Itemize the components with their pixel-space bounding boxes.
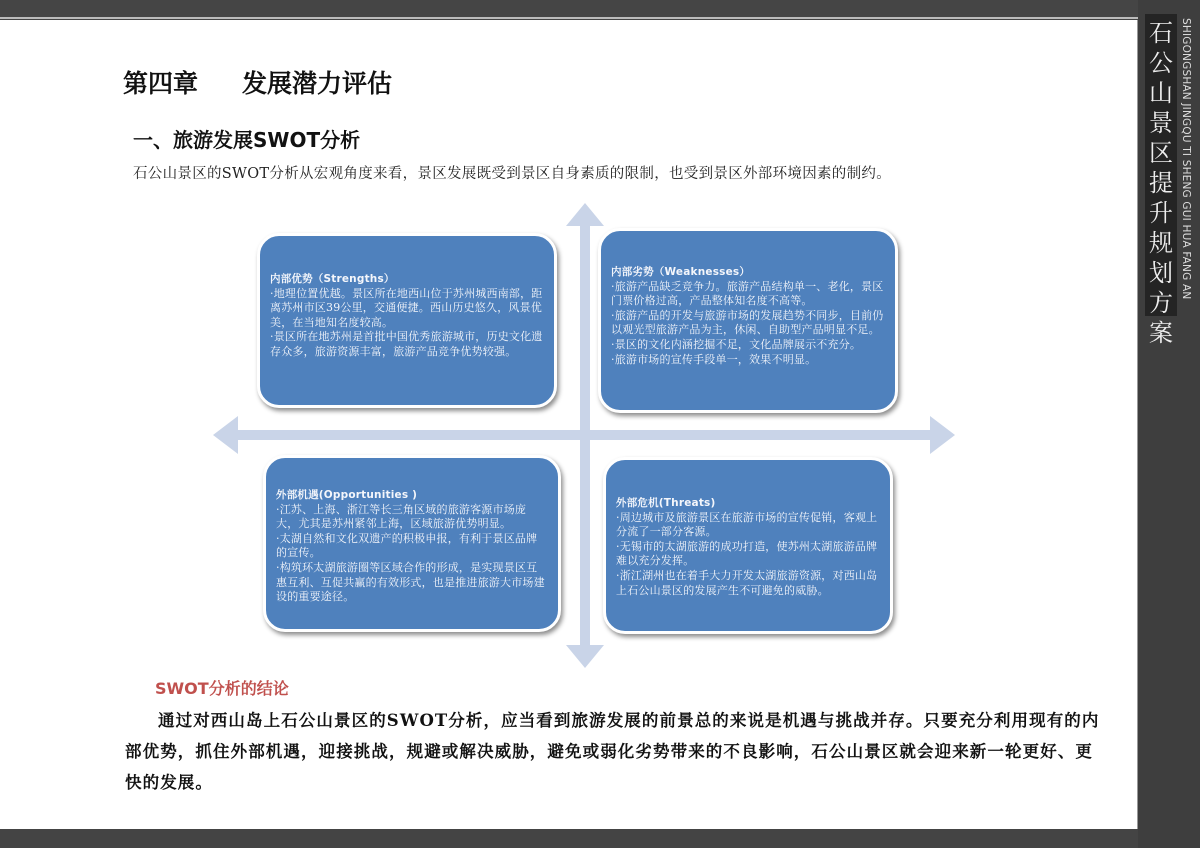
strengths-title: 内部优势（Strengths）	[270, 273, 395, 285]
chapter-title: 发展潜力评估	[242, 69, 393, 98]
threats-line: ·周边城市及旅游景区在旅游市场的宣传促销，客观上分流了一部分客源。	[616, 510, 878, 539]
opportunities-title: 外部机遇(Opportunities )	[276, 489, 418, 501]
weaknesses-title: 内部劣势（Weaknesses）	[611, 266, 751, 278]
weaknesses-line: ·旅游产品的开发与旅游市场的发展趋势不同步，目前仍以观光型旅游产品为主，休闲、自助型产品明显不足。	[611, 308, 884, 337]
strengths-line: ·景区所在地苏州是首批中国优秀旅游城市，历史文化遗存众多，旅游资源丰富，旅游产品竞争优势较强。	[270, 330, 543, 358]
threats-box	[603, 457, 893, 634]
opportunities-box	[263, 455, 561, 632]
opportunities-line: ·江苏、上海、浙江等长三角区域的旅游客源市场庞大，尤其是苏州紧邻上海，区域旅游优势明显。	[276, 502, 527, 531]
sidebar-title-en: SHIGONGSHAN JINGQU TI SHENG GUI HUA FANG AN	[1180, 18, 1192, 300]
section-intro: 石公山景区的SWOT分析从宏观角度来看，景区发展既受到景区自身素质的限制，也受到景区外部环境因素的制约。	[133, 166, 891, 182]
conclusion-text: 通过对西山岛上石公山景区的SWOT分析，应当看到旅游发展的前景总的来说是机遇与挑战并存。只要充分利用现有的内部优势，抓住外部机遇，迎接挑战，规避或解决威胁，避免或弱化劣势带来的不良影响，石公山景区就会迎来新一轮更好、更快的发展。	[125, 711, 1100, 792]
threats-line: ·无锡市的太湖旅游的成功打造，使苏州太湖旅游品牌难以充分发挥。	[616, 539, 878, 568]
weaknesses-line: ·景区的文化内涵挖掘不足，文化品牌展示不充分。	[611, 337, 862, 351]
conclusion-title: SWOT分析的结论	[155, 679, 289, 698]
weaknesses-line: ·旅游产品缺乏竞争力。旅游产品结构单一、老化，景区门票价格过高，产品整体知名度不高等。	[611, 279, 884, 308]
weaknesses-box	[598, 228, 898, 413]
opportunities-line: ·构筑环太湖旅游圈等区域合作的形成，是实现景区互惠互利、互促共赢的有效形式，也是推进旅游大市场建设的重要途径。	[276, 560, 545, 604]
section-title: 一、旅游发展SWOT分析	[133, 128, 361, 152]
strengths-box	[257, 233, 557, 408]
threats-title: 外部危机(Threats)	[616, 497, 716, 509]
strengths-line: ·地理位置优越。景区所在地西山位于苏州城西南部，距离苏州市区39公里，交通便捷。西山历史悠久，风景优美，在当地知名度较高。	[270, 286, 543, 329]
sidebar-title-cn: 石公山景区提升规划方案	[1145, 14, 1177, 316]
chapter-number: 第四章	[123, 69, 199, 98]
weaknesses-line: ·旅游市场的宣传手段单一，效果不明显。	[611, 352, 817, 366]
opportunities-line: ·太湖自然和文化双遗产的积极申报，有利于景区品牌的宣传。	[276, 531, 538, 560]
threats-line: ·浙江湖州也在着手大力开发太湖旅游资源，对西山岛上石公山景区的发展产生不可避免的威胁。	[616, 568, 878, 597]
